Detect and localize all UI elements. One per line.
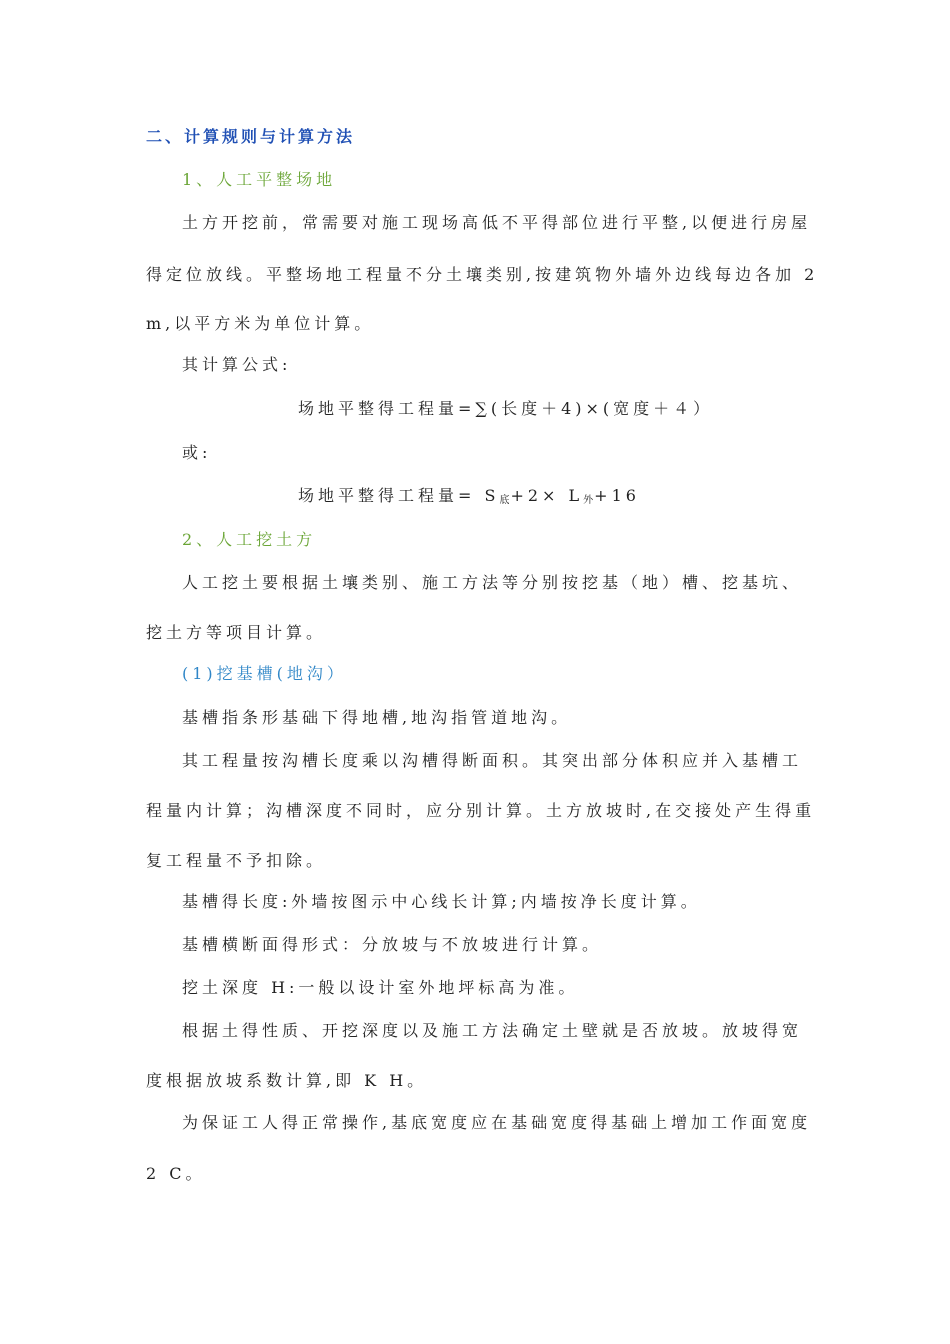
formula-2-subscript-1: 底: [499, 495, 511, 506]
or-label: 或:: [182, 443, 212, 462]
formula-2-mid: +2× L: [510, 486, 584, 505]
formula-2: [298, 486, 640, 511]
formula-intro: 其计算公式:: [182, 355, 292, 374]
section-2-para-3-line-1: 其工程量按沟槽长度乘以沟槽得断面积。其突出部分体积应并入基槽工: [182, 751, 803, 770]
section-2-para-8-line-1: 为保证工人得正常操作,基底宽度应在基础宽度得基础上增加工作面宽度: [182, 1113, 812, 1132]
section-2-para-1-line-1: 人工挖土要根据土壤类别、施工方法等分别按挖基（地）槽、挖基坑、: [182, 573, 803, 592]
section-1-para-line-2: 得定位放线。平整场地工程量不分土壤类别,按建筑物外墙外边线每边各加 2: [146, 265, 819, 284]
section-1-para-line-3: m,以平方米为单位计算。: [146, 314, 375, 333]
section-2-para-6: 挖土深度 H:一般以设计室外地坪标高为准。: [182, 978, 579, 997]
section-2-para-3-line-2: 程量内计算；沟槽深度不同时，应分别计算。土方放坡时,在交接处产生得重: [146, 801, 816, 820]
section-2-para-3-line-3: 复工程量不予扣除。: [146, 851, 327, 870]
section-2-title: 2、人工挖土方: [182, 530, 317, 549]
section-2-para-4: 基槽得长度:外墙按图示中心线长计算;内墙按净长度计算。: [182, 892, 701, 911]
section-2-para-8-line-2: 2 C。: [146, 1164, 206, 1183]
subsection-1-title: (1)挖基槽(地沟）: [182, 664, 347, 683]
section-2-para-2: 基槽指条形基础下得地槽,地沟指管道地沟。: [182, 708, 572, 727]
section-2-para-1-line-2: 挖土方等项目计算。: [146, 623, 327, 642]
formula-2-prefix: 场地平整得工程量= S: [298, 486, 500, 505]
section-2-para-5: 基槽横断面得形式：分放坡与不放坡进行计算。: [182, 935, 603, 954]
formula-2-suffix: +16: [594, 486, 640, 505]
section-1-title: 1、人工平整场地: [182, 170, 337, 189]
section-1-para-line-1: 土方开挖前，常需要对施工现场高低不平得部位进行平整,以便进行房屋: [182, 213, 812, 232]
formula-1: 场地平整得工程量=∑(长度＋4)×(宽度＋４）: [298, 399, 714, 418]
main-heading: 二、计算规则与计算方法: [146, 127, 356, 146]
section-2-para-7-line-1: 根据土得性质、开挖深度以及施工方法确定土壁就是否放坡。放坡得宽: [182, 1021, 803, 1040]
section-2-para-7-line-2: 度根据放坡系数计算,即 K H。: [146, 1071, 428, 1090]
formula-2-subscript-2: 外: [583, 495, 595, 506]
